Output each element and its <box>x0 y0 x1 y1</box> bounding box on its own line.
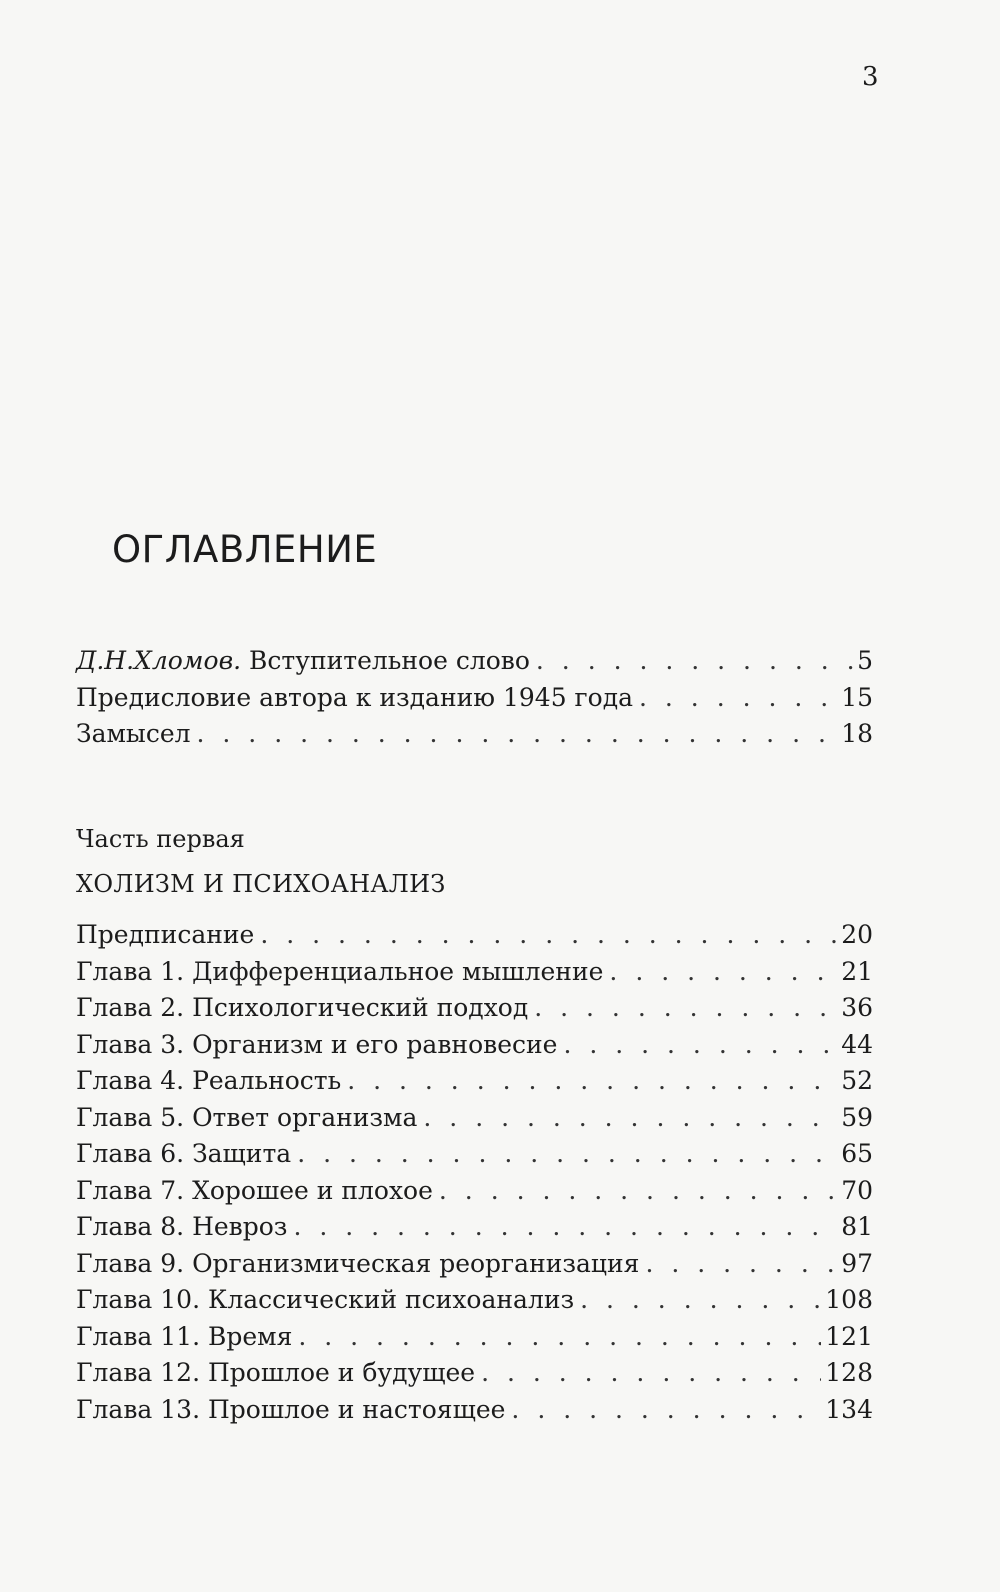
toc-entry-label: Глава 8. Невроз <box>76 1212 288 1241</box>
dot-leader <box>347 1066 837 1095</box>
toc-entry[interactable] <box>76 719 873 756</box>
toc-entry-page: 18 <box>841 719 873 748</box>
toc-entry[interactable] <box>76 957 873 994</box>
toc-entry-page: 70 <box>841 1175 873 1205</box>
toc-entry[interactable] <box>76 1103 873 1140</box>
toc-entry[interactable] <box>76 993 873 1030</box>
dot-leader <box>534 993 837 1022</box>
toc-entry-page: 134 <box>825 1394 873 1424</box>
toc-entry-page: 128 <box>825 1358 873 1387</box>
toc-entry-label: Глава 1. Дифференциальное мышление <box>76 956 604 986</box>
toc-entry-page: 59 <box>841 1102 873 1132</box>
toc-entry-label: Глава 12. Прошлое и будущее <box>76 1358 476 1387</box>
page-number: 3 <box>862 62 879 92</box>
toc-entry-page: 52 <box>841 1066 873 1095</box>
toc-entry[interactable] <box>76 683 873 720</box>
dot-leader <box>609 957 837 986</box>
toc-entry-label: Глава 13. Прошлое и настоящее <box>76 1394 506 1424</box>
toc-title: ОГЛАВЛЕНИЕ <box>112 528 378 571</box>
toc-entry-label: Замысел <box>76 719 191 748</box>
toc-entry-label: Глава 4. Реальность <box>76 1066 342 1095</box>
dot-leader <box>423 1103 837 1132</box>
toc-entry[interactable] <box>76 646 873 683</box>
toc-entry-page: 44 <box>841 1029 873 1059</box>
toc-entry-label: Глава 3. Организм и его равновесие <box>76 1029 558 1059</box>
front-matter-list <box>76 646 873 756</box>
part-title: ХОЛИЗМ И ПСИХОАНАЛИЗ <box>76 870 446 898</box>
toc-entry[interactable] <box>76 920 873 957</box>
toc-entry-label: Глава 10. Классический психоанализ <box>76 1285 575 1314</box>
toc-entry-label: Предписание <box>76 920 255 949</box>
dot-leader <box>536 646 853 675</box>
dot-leader <box>645 1249 837 1278</box>
toc-entry[interactable] <box>76 1212 873 1249</box>
toc-entry-label: Глава 9. Организмическая реорганизация <box>76 1248 640 1278</box>
dot-leader <box>298 1322 821 1351</box>
toc-entry-label: Предисловие автора к изданию 1945 года <box>76 682 634 712</box>
toc-entry[interactable] <box>76 1395 873 1432</box>
toc-entry-label: Глава 5. Ответ организма <box>76 1102 418 1132</box>
dot-leader <box>639 683 837 712</box>
toc-entry-page: 5 <box>857 646 873 675</box>
part-label: Часть первая <box>76 825 245 853</box>
dot-leader <box>580 1285 821 1314</box>
toc-entry-page: 21 <box>841 956 873 986</box>
dot-leader <box>439 1176 837 1205</box>
toc-entry-page: 97 <box>841 1248 873 1278</box>
toc-entry-author: Д.Н.Хломов. <box>76 646 242 675</box>
dot-leader <box>293 1212 837 1241</box>
toc-entry[interactable] <box>76 1249 873 1286</box>
chapter-list <box>76 920 873 1431</box>
toc-entry[interactable] <box>76 1322 873 1359</box>
toc-entry-page: 65 <box>841 1139 873 1168</box>
dot-leader <box>260 920 837 949</box>
dot-leader <box>481 1358 821 1387</box>
toc-entry-page: 15 <box>841 682 873 712</box>
toc-entry[interactable] <box>76 1066 873 1103</box>
toc-entry-label: Глава 11. Время <box>76 1321 293 1351</box>
dot-leader <box>297 1139 837 1168</box>
toc-entry[interactable] <box>76 1285 873 1322</box>
toc-entry-page: 81 <box>841 1212 873 1241</box>
toc-entry-page: 108 <box>825 1285 873 1314</box>
toc-entry-label: Глава 6. Защита <box>76 1139 292 1168</box>
toc-entry-label: Глава 7. Хорошее и плохое <box>76 1175 433 1205</box>
toc-entry-label: Глава 2. Психологический подход <box>76 993 529 1022</box>
toc-entry-page: 36 <box>841 993 873 1022</box>
dot-leader <box>563 1030 837 1059</box>
toc-entry[interactable] <box>76 1176 873 1213</box>
toc-entry-label: Д.Н.Хломов. Вступительное слово <box>76 646 530 675</box>
toc-entry[interactable] <box>76 1139 873 1176</box>
dot-leader <box>511 1395 821 1424</box>
toc-entry[interactable] <box>76 1358 873 1395</box>
dot-leader <box>197 719 838 748</box>
toc-entry-page: 20 <box>841 920 873 949</box>
toc-entry[interactable] <box>76 1030 873 1067</box>
toc-entry-page: 121 <box>825 1321 873 1351</box>
